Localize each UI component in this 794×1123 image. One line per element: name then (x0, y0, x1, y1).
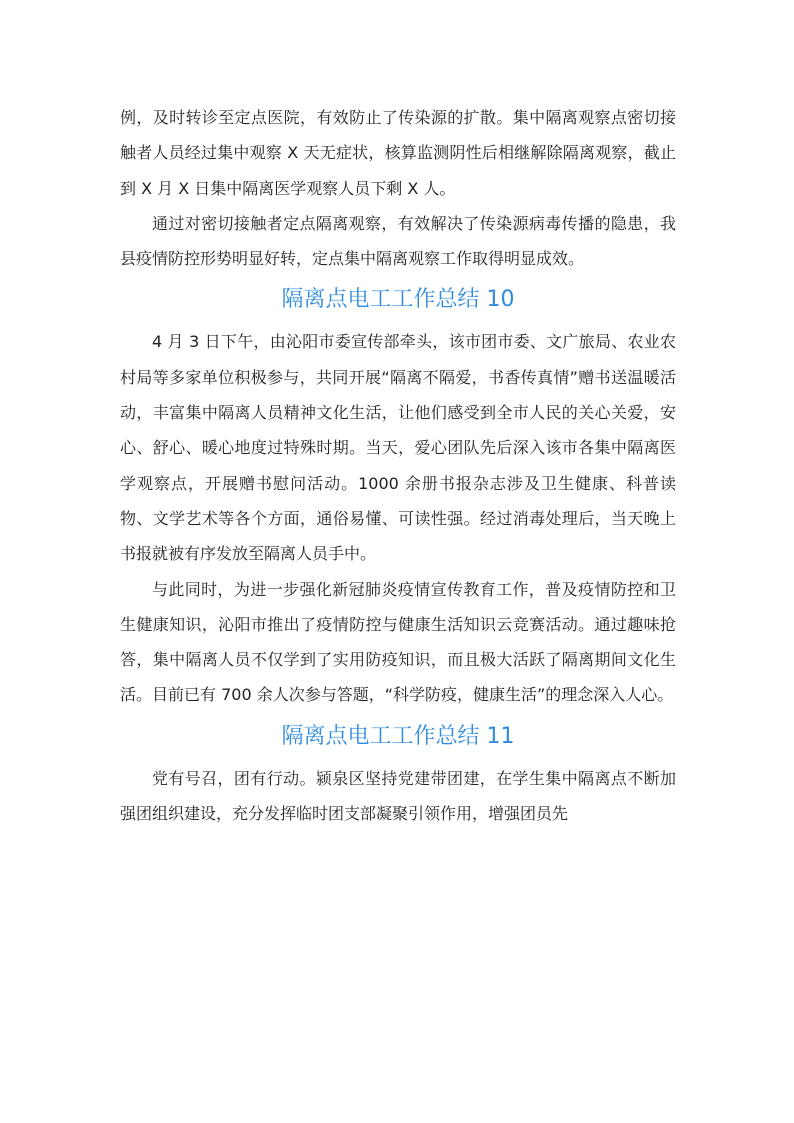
paragraph-2: 通过对密切接触者定点隔离观察，有效解决了传染源病毒传播的隐患，我县疫情防控形势明显好转，定点集中隔离观察工作取得明显成效。 (120, 213, 676, 269)
section-heading-11: 隔离点电工工作总结 11 (281, 723, 515, 749)
section-heading-10: 隔离点电工工作总结 10 (281, 287, 515, 313)
paragraph-1: 例，及时转诊至定点医院，有效防止了传染源的扩散。集中隔离观察点密切接触者人员经过集中观察 X 天无症状，核算监测阴性后相继解除隔离观察，截止到 X 月 X 日集中隔离医学观察人员下剩 X 人。 (120, 108, 676, 198)
paragraph-4: 与此同时，为进一步强化新冠肺炎疫情宣传教育工作，普及疫情防控和卫生健康知识，沁阳市推出了疫情防控与健康生活知识云竞赛活动。通过趣味抢答，集中隔离人员不仅学到了实用防疫知识，而且极大活跃了隔离期间文化生活。目前已有 700 余人次参与答题，“科学防疫，健康生活”的理念深入人心。 (120, 579, 676, 705)
paragraph-5: 党有号召，团有行动。颍泉区坚持党建带团建，在学生集中隔离点不断加强团组织建设，充分发挥临时团支部凝聚引领作用，增强团员先 (120, 768, 676, 824)
paragraph-3: 4 月 3 日下午，由沁阳市委宣传部牵头，该市团市委、文广旅局、农业农村局等多家单位积极参与，共同开展“隔离不隔爱，书香传真情”赠书送温暖活动，丰富集中隔离人员精神文化生活，让他们感受到全市人民的关心关爱，安心、舒心、暖心地度过特殊时期。当天，爱心团队先后深入该市各集中隔离医学观察点，开展赠书慰问活动。1000 余册书报杂志涉及卫生健康、科普读物、文学艺术等各个方面，通俗易懂、可读性强。经过消毒处理后，当天晚上书报就被有序发放至隔离人员手中。 (120, 332, 676, 564)
document-body (120, 100, 676, 831)
